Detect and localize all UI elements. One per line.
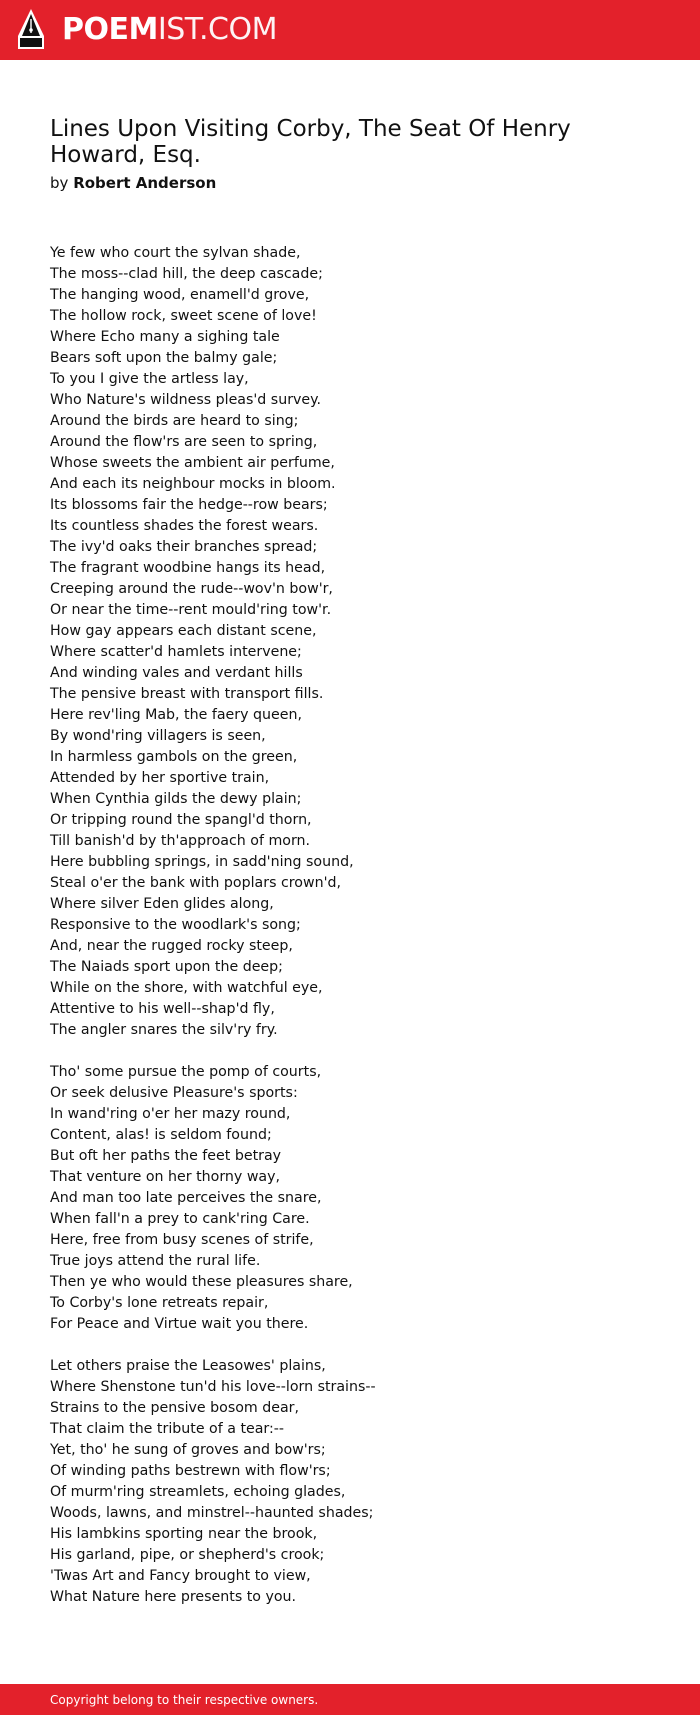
author-name[interactable]: Robert Anderson bbox=[73, 174, 217, 192]
poem-line: In harmless gambols on the green, bbox=[50, 749, 298, 765]
poem-line: Where scatter'd hamlets intervene; bbox=[50, 644, 302, 660]
poem-line: Creeping around the rude--wov'n bow'r, bbox=[50, 581, 333, 597]
poem-line: The hollow rock, sweet scene of love! bbox=[50, 308, 317, 324]
poem-line: And each its neighbour mocks in bloom. bbox=[50, 476, 336, 492]
poem-stanza bbox=[50, 243, 650, 1041]
poem-line: Where Echo many a sighing tale bbox=[50, 329, 280, 345]
site-header bbox=[0, 0, 700, 60]
poem-line: Ye few who court the sylvan shade, bbox=[50, 245, 301, 261]
poem-line: Around the flow'rs are seen to spring, bbox=[50, 434, 318, 450]
poem-line: The fragrant woodbine hangs its head, bbox=[50, 560, 326, 576]
poem-line: The pensive breast with transport fills. bbox=[50, 686, 324, 702]
poem-line: Attended by her sportive train, bbox=[50, 770, 270, 786]
poem-line: Here, free from busy scenes of strife, bbox=[50, 1232, 314, 1248]
poem-line: Around the birds are heard to sing; bbox=[50, 413, 299, 429]
poem-stanza bbox=[50, 1062, 650, 1335]
byline bbox=[50, 173, 216, 193]
poem-line: Where Shenstone tun'd his love--lorn strains-- bbox=[50, 1379, 376, 1395]
poem-line: Or tripping round the spangl'd thorn, bbox=[50, 812, 312, 828]
poem-line: Its blossoms fair the hedge--row bears; bbox=[50, 497, 328, 513]
poem-stanza bbox=[50, 1356, 650, 1608]
poem-line: And, near the rugged rocky steep, bbox=[50, 938, 293, 954]
poem-line: 'Twas Art and Fancy brought to view, bbox=[50, 1568, 311, 1584]
poem-line: Of murm'ring streamlets, echoing glades, bbox=[50, 1484, 346, 1500]
poem-line: Strains to the pensive bosom dear, bbox=[50, 1400, 300, 1416]
by-label: by bbox=[50, 174, 69, 192]
poem-line: Or near the time--rent mould'ring tow'r. bbox=[50, 602, 332, 618]
poem-line: While on the shore, with watchful eye, bbox=[50, 980, 323, 996]
poem-line: To you I give the artless lay, bbox=[50, 371, 249, 387]
poem-line: His lambkins sporting near the brook, bbox=[50, 1526, 318, 1542]
poem-line: Yet, tho' he sung of groves and bow'rs; bbox=[50, 1442, 326, 1458]
poem-line: And man too late perceives the snare, bbox=[50, 1190, 322, 1206]
copyright-text: Copyright belong to their respective owners. bbox=[50, 1693, 319, 1707]
poem-line: Content, alas! is seldom found; bbox=[50, 1127, 272, 1143]
poem-line: What Nature here presents to you. bbox=[50, 1589, 297, 1605]
poem-line: Of winding paths bestrewn with flow'rs; bbox=[50, 1463, 331, 1479]
poem-line: For Peace and Virtue wait you there. bbox=[50, 1316, 309, 1332]
poem-line: Let others praise the Leasowes' plains, bbox=[50, 1358, 326, 1374]
poem-line: Woods, lawns, and minstrel--haunted shades; bbox=[50, 1505, 374, 1521]
poem-line: Tho' some pursue the pomp of courts, bbox=[50, 1064, 322, 1080]
poem-line: Whose sweets the ambient air perfume, bbox=[50, 455, 335, 471]
poem-line: To Corby's lone retreats repair, bbox=[50, 1295, 269, 1311]
pen-nib-icon[interactable] bbox=[17, 9, 45, 51]
poem-line: True joys attend the rural life. bbox=[50, 1253, 261, 1269]
poem-line: Where silver Eden glides along, bbox=[50, 896, 274, 912]
poem-line: Steal o'er the bank with poplars crown'd, bbox=[50, 875, 341, 891]
poem-line: And winding vales and verdant hills bbox=[50, 665, 303, 681]
poem-line: The angler snares the silv'ry fry. bbox=[50, 1022, 278, 1038]
poem-line: Attentive to his well--shap'd fly, bbox=[50, 1001, 275, 1017]
poem-line: His garland, pipe, or shepherd's crook; bbox=[50, 1547, 325, 1563]
poem-line: In wand'ring o'er her mazy round, bbox=[50, 1106, 291, 1122]
poem-line: When fall'n a prey to cank'ring Care. bbox=[50, 1211, 310, 1227]
poem-title: Lines Upon Visiting Corby, The Seat Of Henry Howard, Esq. bbox=[50, 116, 571, 168]
logo-light-text: IST.COM bbox=[157, 12, 277, 47]
poem-line: Then ye who would these pleasures share, bbox=[50, 1274, 353, 1290]
logo-bold-text: POEM bbox=[62, 12, 158, 47]
poem-line: Responsive to the woodlark's song; bbox=[50, 917, 301, 933]
poem-body bbox=[50, 243, 650, 1629]
poem-line: Or seek delusive Pleasure's sports: bbox=[50, 1085, 298, 1101]
poem-line: When Cynthia gilds the dewy plain; bbox=[50, 791, 302, 807]
poem-line: That venture on her thorny way, bbox=[50, 1169, 281, 1185]
poem-line: That claim the tribute of a tear:-- bbox=[50, 1421, 285, 1437]
poem-line: How gay appears each distant scene, bbox=[50, 623, 317, 639]
poem-line: The hanging wood, enamell'd grove, bbox=[50, 287, 310, 303]
poem-line: Here rev'ling Mab, the faery queen, bbox=[50, 707, 302, 723]
site-footer bbox=[0, 1684, 700, 1715]
poem-line: But oft her paths the feet betray bbox=[50, 1148, 282, 1164]
poem-line: Bears soft upon the balmy gale; bbox=[50, 350, 278, 366]
poem-line: The moss--clad hill, the deep cascade; bbox=[50, 266, 323, 282]
poem-line: By wond'ring villagers is seen, bbox=[50, 728, 266, 744]
site-logo[interactable] bbox=[62, 10, 277, 50]
poem-line: Here bubbling springs, in sadd'ning sound, bbox=[50, 854, 354, 870]
poem-line: Who Nature's wildness pleas'd survey. bbox=[50, 392, 322, 408]
poem-line: Till banish'd by th'approach of morn. bbox=[50, 833, 311, 849]
poem-line: The ivy'd oaks their branches spread; bbox=[50, 539, 318, 555]
poem-line: Its countless shades the forest wears. bbox=[50, 518, 319, 534]
poem-line: The Naiads sport upon the deep; bbox=[50, 959, 283, 975]
